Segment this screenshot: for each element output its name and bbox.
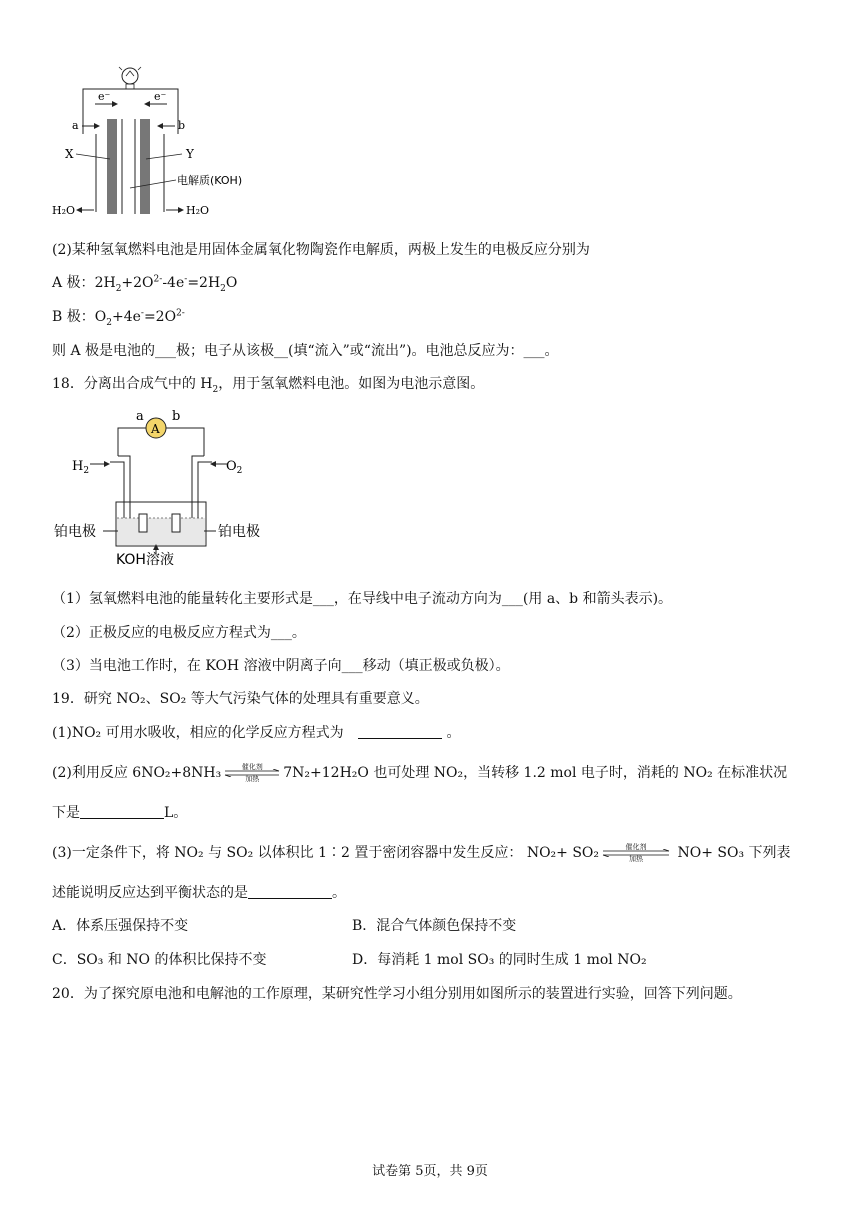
q18-sub1: （1）氢氧燃料电池的能量转化主要形式是___，在导线中电子流动方向为___(用 a、b 和箭头表示)。 <box>52 591 673 607</box>
koh-solution-fill <box>117 518 205 545</box>
electrode-y <box>140 119 150 214</box>
q17-2-ask: 则 A 极是电池的___极；电子从该极__(填“流入”或“流出”)。电池总反应为：___。 <box>52 343 559 359</box>
q19-part1: (1)NO₂ 可用水吸收，相应的化学反应方程式为 。 <box>52 725 461 741</box>
page-footer: 试卷第 5页，共 9页 <box>372 1164 488 1179</box>
label-y: Y <box>186 147 194 161</box>
option-c[interactable]: C．SO₃ 和 NO 的体积比保持不变 <box>52 952 267 968</box>
q19-part3 <box>52 843 791 863</box>
label-x: X <box>65 147 74 161</box>
answer-blank[interactable] <box>248 884 332 899</box>
q18-stem: 18．分离出合成气中的 $H_2$，用于氢氧燃料电池。如图为电池示意图。 <box>52 376 485 395</box>
q18-sub2: （2）正极反应的电极反应方程式为___。 <box>52 625 306 641</box>
reaction-arrow <box>223 763 281 783</box>
reaction-arrow <box>601 843 671 863</box>
q17-2-electrode-a: A 极：$2H_2+2O^{2-}-4e^-=2H_2O$ <box>52 274 238 294</box>
fuel-cell-diagram-2 <box>50 406 280 566</box>
electron-label-left: e⁻ <box>98 90 111 103</box>
answer-blank[interactable] <box>80 804 164 819</box>
condition-heat: 加热 <box>245 775 260 783</box>
electrode-a-prefix: A 极： <box>52 275 95 291</box>
q19-part3-tail: 述能说明反应达到平衡状态的是 。 <box>52 885 346 901</box>
h2o-right: H₂O <box>186 204 210 217</box>
option-d[interactable]: D．每消耗 1 mol SO₃ 的同时生成 1 mol NO₂ <box>352 952 647 968</box>
condition-heat: 加热 <box>629 855 644 863</box>
electrode-left-label: 铂电极 <box>54 524 96 540</box>
q19-part3-mid: NO+ SO₃ 下列表 <box>673 845 791 861</box>
fig2-label-a: a <box>136 409 144 424</box>
q19-part3-tail-text: 述能说明反应达到平衡状态的是 <box>52 885 248 901</box>
label-a: a <box>72 119 79 132</box>
fig2-label-b: b <box>172 409 181 424</box>
h2-label: $H_2$ <box>72 459 90 476</box>
q19-part2-tail <box>52 803 187 823</box>
q18-stem-suffix: ，用于氢氧燃料电池。如图为电池示意图。 <box>218 376 485 392</box>
label-b: b <box>178 119 186 132</box>
electrode-right-label: 铂电极 <box>218 524 260 540</box>
q17-2-intro: (2)某种氢氧燃料电池是用固体金属氧化物陶瓷作电解质，两极上发生的电极反应分别为 <box>52 242 590 258</box>
option-a[interactable]: A．体系压强保持不变 <box>52 918 189 934</box>
q19-part3-prefix: (3)一定条件下，将 NO₂ 与 SO₂ 以体积比 1∶2 置于密闭容器中发生反应： NO₂+ SO₂ <box>52 845 600 861</box>
condition-catalyst: 催化剂 <box>241 763 263 771</box>
q19-part1-text: (1)NO₂ 可用水吸收，相应的化学反应方程式为 <box>52 725 344 741</box>
koh-solution-label: KOH溶液 <box>116 552 174 566</box>
q18-sub3: （3）当电池工作时，在 KOH 溶液中阴离子向___移动（填正极或负极）。 <box>52 658 510 674</box>
q19-part2-mid: 7N₂+12H₂O 也可处理 NO₂，当转移 1.2 mol 电子时，消耗的 NO₂ 在标准状况 <box>283 765 788 781</box>
electrolyte-label: 电解质(KOH) <box>177 174 243 187</box>
q19-part2 <box>52 763 787 783</box>
h2o-left: H₂O <box>52 204 76 217</box>
q17-2-electrode-b: B 极：$O_2+4e^-=2O^{2-}$ <box>52 308 185 328</box>
electrode-x <box>107 119 117 214</box>
condition-catalyst: 催化剂 <box>625 843 647 851</box>
q19-part2-tail-text: 下是 <box>52 805 80 821</box>
q18-stem-prefix: 18．分离出合成气中的 H <box>52 376 213 392</box>
electron-label-right: e⁻ <box>154 90 167 103</box>
ammeter-label: A <box>151 422 160 436</box>
q19-part2-prefix: (2)利用反应 6NO₂+8NH₃ <box>52 765 222 781</box>
q19-stem: 19．研究 NO₂、SO₂ 等大气污染气体的处理具有重要意义。 <box>52 691 429 707</box>
o2-label: $O_2$ <box>226 459 243 476</box>
fuel-cell-diagram-1 <box>50 62 270 222</box>
q19-part2-unit: L。 <box>164 805 188 821</box>
answer-blank[interactable] <box>358 724 442 739</box>
electrode-b-prefix: B 极： <box>52 309 95 325</box>
q20-stem: 20．为了探究原电池和电解池的工作原理，某研究性学习小组分别用如图所示的装置进行实验，回答下列问题。 <box>52 986 742 1002</box>
option-b[interactable]: B．混合气体颜色保持不变 <box>352 918 517 934</box>
